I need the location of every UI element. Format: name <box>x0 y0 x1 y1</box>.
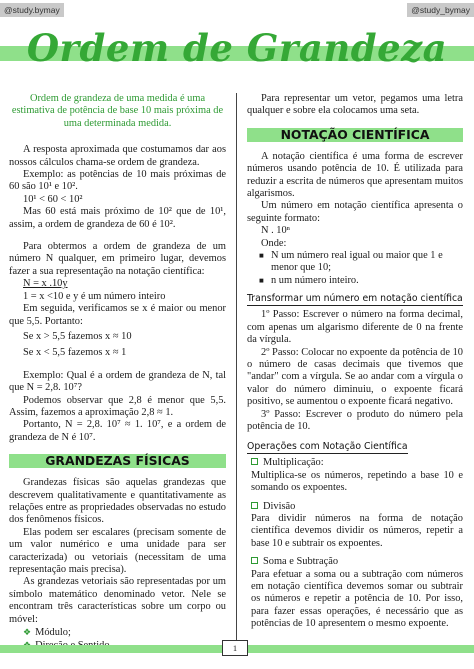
bullet-text: N um número real igual ou maior que 1 e menor que 10; <box>271 250 443 274</box>
example-n: Exemplo: Qual é a ordem de grandeza de N, tal que N = 2,8. 10⁷? <box>9 369 226 394</box>
checkbox-icon <box>251 557 258 564</box>
op-title-text: Soma e Subtração <box>263 556 339 568</box>
op-divisao-title <box>247 501 463 513</box>
paragraph-obter-ordem: Para obtermos a ordem de grandeza de um número N qualquer, em primeiro lugar, devemos fazer a sua representação na notação científica: <box>9 241 226 277</box>
handle-tag-right: @study_bymay <box>407 3 474 17</box>
list-item-text: Módulo; <box>35 627 71 639</box>
heading-text: NOTAÇÃO CIENTÍFICA <box>280 126 430 142</box>
example-60-conclusion: Mas 60 está mais próximo de 10² que de 10¹, assim, a ordem de grandeza de 60 é 10². <box>9 206 226 230</box>
paragraph-verificar: Em seguida, verificamos se x é maior ou menor que 5,5. Portanto: <box>9 303 226 327</box>
bullet-text: n um número inteiro. <box>271 274 359 286</box>
paragraph-vetor: As grandezas vetoriais são representadas por um símbolo matemático denominado vetor. Nele se encontram três características sobre um corpo ou móvel: <box>9 576 226 625</box>
label-onde: Onde: <box>261 237 287 249</box>
list-item-modulo <box>9 626 226 639</box>
page-title: Ordem de Grandeza <box>26 26 448 70</box>
heading-notacao-cientifica <box>247 125 463 145</box>
paragraph-escalares-vetoriais: Elas podem ser escalares (precisam somente de um valor numérico e uma unidade para ser caracterizada) ou vetoriais (necessitam de uma representação mais precisa). <box>9 526 226 575</box>
subheading-transformar: Transformar um número em notação científica <box>247 293 463 305</box>
paragraph-notacao-def: A notação científica é uma forma de escrever números usando potência de 10. É utilizada para reduzir a escrita de números que apresentam muitos algarismos. <box>247 150 463 200</box>
checkbox-icon <box>251 502 258 509</box>
right-column <box>247 93 463 631</box>
example-n-observe: Podemos observar que 2,8 é menor que 5,5. Assim, fazemos a aproximação 2,8 ≈ 1. <box>9 394 226 418</box>
rule-greater: Se x > 5,5 fazemos x ≈ 10 <box>23 330 132 342</box>
op-soma-text: Para efetuar a soma ou a subtração com números em notação científica devemos somar ou subtrair os números e repetir a potência de 10. Por isso, para fazer essas operações, é necessário que as potências de 10 apresentem o mesmo expoente. <box>251 568 463 630</box>
paragraph-vetor-seta: Para representar um vetor, pegamos uma letra qualquer e sobre ela colocamos uma seta. <box>247 93 463 117</box>
op-soma-title <box>247 556 463 568</box>
column-divider <box>236 93 237 643</box>
square-bullet-icon: ■ <box>259 275 264 285</box>
inequality-60: 10¹ < 60 < 10² <box>23 193 83 205</box>
heading-grandezas-fisicas <box>9 451 226 471</box>
op-title-text: Multiplicação: <box>263 457 324 469</box>
formula-notacao: N . 10ⁿ <box>261 225 290 237</box>
op-multiplicacao-title <box>247 457 463 469</box>
op-multiplicacao-text: Multiplica-se os números, repetindo a base 10 e somando os expoentes. <box>251 469 463 494</box>
intro-definition: Ordem de grandeza de uma medida é uma estimativa de potência de base 10 mais próxima de uma determinada medida. <box>11 93 224 129</box>
op-title-text: Divisão <box>263 500 296 512</box>
paragraph-resposta: A resposta aproximada que costumamos dar aos nossos cálculos chama-se ordem de grandeza. <box>9 144 226 168</box>
handle-tag-left: @study.bymay <box>0 3 64 17</box>
page-number: 1 <box>222 640 248 656</box>
example-n-result: Portanto, N = 2,8. 10⁷ ≈ 1. 10⁷, e a ordem de grandeza de N é 10⁷. <box>9 419 226 443</box>
checkbox-icon <box>251 458 258 465</box>
formula-n: N = x .10y <box>23 278 68 290</box>
step-1: 1º Passo: Escrever o número na forma decimal, com apenas um algarismo diferente de 0 na frente da vírgula. <box>247 309 463 346</box>
paragraph-grandezas-def: Grandezas físicas são aquelas grandezas que descrevem qualitativamente e quantitativamente as relações entre as propriedades observadas no estudo dos fenômenos físicos. <box>9 477 226 526</box>
left-column <box>9 93 226 653</box>
heading-text: GRANDEZAS FÍSICAS <box>45 453 190 469</box>
formula-range: 1 = x <10 e y é um número inteiro <box>23 290 166 302</box>
example-60: Exemplo: as potências de 10 mais próximas de 60 são 10¹ e 10². <box>9 169 226 193</box>
step-3: 3º Passo: Escrever o produto do número pela potência de 10. <box>247 408 463 432</box>
step-2: 2º Passo: Colocar no expoente da potência de 10 o número de casas decimais que tivemos que "andar" com a vírgula. Se ao andar com a vírgula o valor do número diminuiu, o expoente ficará positivo, se aumentou o expoente ficará negativo. <box>247 346 463 408</box>
paragraph-formato: Um número em notação científica apresenta o seguinte formato: <box>247 200 463 224</box>
subheading-operacoes: Operações com Notação Científica <box>247 441 408 453</box>
bullet-n-real <box>247 250 463 275</box>
op-divisao-text: Para dividir números na forma de notação científica devemos dividir os números, repetir a base 10 e subtrair os expoentes. <box>251 512 463 549</box>
diamond-icon: ❖ <box>23 627 32 638</box>
square-bullet-icon: ■ <box>259 251 264 261</box>
bullet-n-inteiro <box>247 275 463 287</box>
rule-less: Se x < 5,5 fazemos x ≈ 1 <box>23 347 127 359</box>
